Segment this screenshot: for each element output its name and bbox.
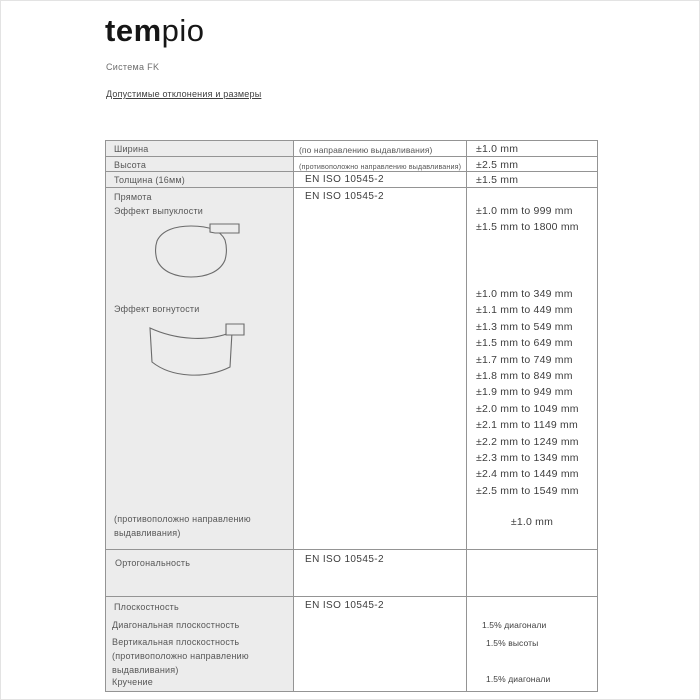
orthogonality-label-cell	[106, 550, 294, 596]
width-method-cell	[294, 141, 467, 156]
row-width	[106, 141, 597, 156]
thickness-value: ±1.5 mm	[476, 174, 519, 186]
row-straightness	[106, 187, 597, 549]
straightness-label: Прямота	[114, 192, 152, 202]
straightness-values-cell	[467, 188, 597, 549]
tolerance-value: ±1.3 mm to 549 mm	[476, 320, 573, 333]
width-value: ±1.0 mm	[476, 143, 519, 155]
height-value: ±2.5 mm	[476, 159, 519, 171]
tolerance-value: ±1.7 mm to 749 mm	[476, 353, 573, 366]
concave-tolerance-values	[476, 286, 579, 499]
logo-bold-part: tem	[105, 13, 162, 48]
row-thickness	[106, 171, 597, 187]
diagonal-flatness-value: 1.5% диагонали	[482, 620, 547, 630]
flatness-values-cell	[467, 597, 597, 691]
logo-light-part: pio	[161, 13, 205, 48]
tolerance-value: ±2.3 mm to 1349 mm	[476, 452, 579, 465]
thickness-label-cell	[106, 172, 294, 187]
straightness-labels	[106, 188, 293, 218]
deviations-link[interactable]: Допустимые отклонения и размеры	[106, 89, 262, 99]
tolerance-value: ±1.5 mm to 649 mm	[476, 337, 573, 350]
tolerance-value: ±2.1 mm to 1149 mm	[476, 419, 578, 432]
flatness-label: Плоскостность	[114, 602, 179, 612]
height-method: (противоположно направлению выдавливания)	[299, 162, 462, 171]
tolerance-value: ±1.1 mm to 449 mm	[476, 304, 573, 317]
concave-effect-label: Эффект вогнутости	[114, 304, 200, 314]
tolerance-value: ±1.0 mm to 999 mm	[476, 205, 573, 217]
vertical-flatness-label: Вертикальная плоскостность (противоположно направлению выдавливания)	[112, 637, 249, 675]
straightness-label-cell	[106, 188, 294, 549]
flatness-label-cell	[106, 597, 294, 691]
orthogonality-value-cell	[467, 550, 597, 596]
orthogonality-method: EN ISO 10545-2	[305, 554, 384, 565]
tolerance-value: ±1.0 mm to 349 mm	[476, 288, 573, 300]
orthogonality-method-cell	[294, 550, 467, 596]
torsion-label: Кручение	[112, 677, 153, 687]
row-orthogonality	[106, 549, 597, 596]
tempio-logo	[105, 13, 205, 49]
convex-effect-label: Эффект выпуклости	[114, 205, 204, 216]
tolerance-value: ±2.0 mm to 1049 mm	[476, 402, 579, 415]
height-method-cell	[294, 157, 467, 171]
height-value-cell	[467, 157, 597, 171]
convex-tolerance-values	[476, 203, 579, 236]
concave-effect-diagram	[146, 321, 248, 383]
straightness-opposite-note: (противоположно направлению выдавливания)	[114, 514, 251, 538]
height-label-cell	[106, 157, 294, 171]
diagonal-flatness-label: Диагональная плоскостность	[112, 620, 240, 630]
straightness-method-cell	[294, 188, 467, 549]
orthogonality-label: Ортогональность	[115, 558, 191, 568]
straightness-opposite-value: ±1.0 mm	[510, 516, 554, 528]
flatness-method: EN ISO 10545-2	[305, 600, 384, 611]
tolerance-value: ±2.5 mm to 1549 mm	[476, 484, 579, 497]
tolerance-value: ±2.4 mm to 1449 mm	[476, 468, 579, 481]
vertical-flatness-value: 1.5% высоты	[486, 638, 539, 648]
width-label-cell	[106, 141, 294, 156]
height-label: Высота	[114, 160, 147, 170]
tolerance-value: ±1.9 mm to 949 mm	[476, 386, 573, 399]
row-height	[106, 156, 597, 171]
tolerance-value: ±1.8 mm to 849 mm	[476, 370, 573, 383]
thickness-method-cell	[294, 172, 467, 187]
tolerance-value: ±2.2 mm to 1249 mm	[476, 435, 579, 448]
width-method: (по направлению выдавливания)	[299, 145, 433, 155]
thickness-label: Толщина (16мм)	[114, 175, 185, 185]
torsion-value: 1.5% диагонали	[486, 674, 551, 684]
width-value-cell	[467, 141, 597, 156]
tolerance-table	[105, 140, 598, 692]
straightness-method: EN ISO 10545-2	[305, 191, 384, 202]
width-label: Ширина	[114, 144, 149, 154]
convex-effect-diagram	[152, 222, 242, 280]
flatness-method-cell	[294, 597, 467, 691]
row-flatness	[106, 596, 597, 691]
system-name: Система FK	[106, 62, 160, 72]
thickness-method: EN ISO 10545-2	[305, 174, 384, 185]
thickness-value-cell	[467, 172, 597, 187]
tolerance-value: ±1.5 mm to 1800 mm	[476, 221, 579, 234]
